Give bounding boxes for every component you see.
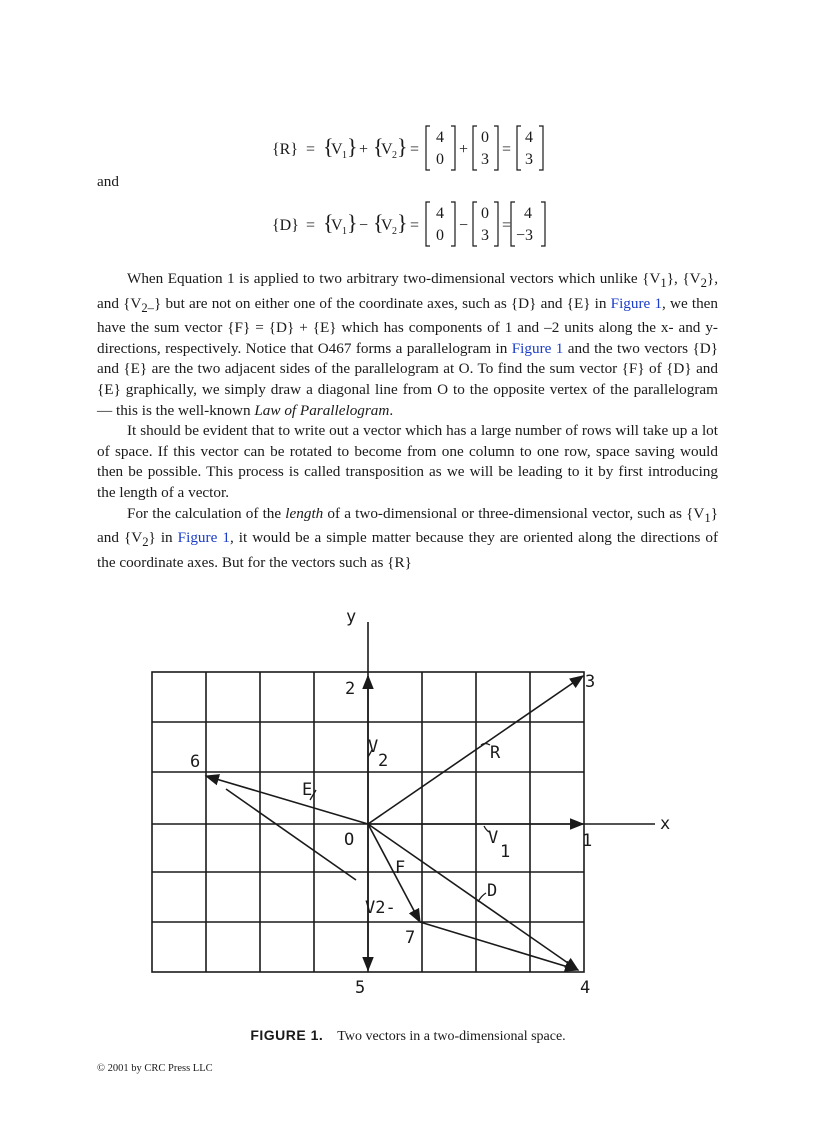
parallel-e-shift	[420, 922, 578, 970]
eq-r-m3-a: 4	[525, 129, 533, 146]
svg-text:=: =	[502, 141, 512, 158]
svg-text:}: }	[397, 210, 408, 235]
eq-r-plus1: +	[359, 141, 369, 158]
point-7: 7	[405, 928, 416, 948]
svg-text:}: }	[397, 134, 408, 159]
svg-text:}: }	[347, 134, 358, 159]
point-5: 5	[355, 978, 366, 998]
eq-d-minus1: −	[359, 217, 369, 234]
svg-text:{: {	[373, 210, 384, 235]
label-v2-minus: V2-	[365, 898, 396, 918]
caption-text: Two vectors in a two-dimensional space.	[337, 1029, 566, 1044]
svg-text:{: {	[373, 134, 384, 159]
figure-1-link-c[interactable]: Figure 1	[177, 529, 230, 547]
svg-text:1: 1	[342, 226, 347, 237]
point-1: 1	[582, 831, 593, 851]
eq-r-m1-a: 4	[436, 129, 444, 146]
point-2: 2	[345, 679, 356, 699]
point-3: 3	[585, 672, 596, 692]
equation-r	[0, 118, 816, 178]
svg-text:4: 4	[524, 205, 532, 222]
eq-r-m2-a: 0	[481, 129, 489, 146]
label-v1-sub: 1	[500, 842, 511, 862]
svg-text:−3: −3	[516, 227, 534, 244]
svg-text:0: 0	[436, 227, 444, 244]
eq-r-v1-sub: 1	[342, 150, 347, 161]
eq-r-v2-sub: 2	[392, 150, 397, 161]
eq-r-lhs: {R}	[272, 141, 299, 158]
figure-1-link-a[interactable]: Figure 1	[610, 294, 663, 312]
svg-text:V: V	[381, 141, 393, 158]
svg-text:V: V	[381, 217, 393, 234]
origin-label: O	[344, 830, 355, 850]
label-v2-sub: 2	[378, 751, 389, 771]
eq-r-m2-b: 3	[481, 151, 489, 168]
figure-1-link-b[interactable]: Figure 1	[511, 339, 564, 357]
svg-text:+: +	[459, 141, 469, 158]
svg-text:{: {	[323, 210, 334, 235]
paragraph-3: For the calculation of the length of a two-dimensional or three-dimensional vector, such as $\{V_1\}$ and $\{V_2\}$ in Figure 1, it would be a simple matter because they are oriented along the directions of the coordinate axes. But for the vectors such as {R}	[97, 504, 719, 571]
vector-e	[206, 776, 368, 824]
eq-r-brace1: {	[323, 134, 334, 159]
svg-text:4: 4	[436, 205, 444, 222]
paragraph-1: When Equation 1 is applied to two arbitrary two-dimensional vectors which unlike $\{V_1\}$, $\{V_2\}$, and $\{V_{2-}\}$ but are not on either one of the coordinate axes, such as {D} and {E} in Figure 1, we then have the sum vector {F} = {D} + {E} which has components of 1 and –2 units along the x- and y-directions, respectively. Notice that O467 forms a parallelogram in Figure 1 and the two vectors {D} and {E} are the two adjacent sides of the parallelogram at O. To find the sum vector {F} of {D} and {E} graphically, we simply draw a diagonal line from O to the opposite vertex of the parallelogram — this is the well-known Law of Parallelogram.	[97, 270, 719, 419]
point-4: 4	[580, 978, 591, 998]
copyright-footer: © 2001 by CRC Press LLC	[97, 1063, 213, 1074]
label-e: E	[302, 780, 313, 800]
label-r: R	[490, 743, 501, 763]
svg-text:2: 2	[392, 226, 397, 237]
eq-r-v1: V	[331, 141, 343, 158]
label-v1: V	[488, 828, 499, 848]
svg-text:}: }	[347, 210, 358, 235]
label-d: D	[487, 881, 498, 901]
label-f: F	[395, 858, 406, 878]
body-text	[97, 269, 718, 573]
eq-r-m1-b: 0	[436, 151, 444, 168]
eq-d-lhs: {D}	[272, 217, 299, 234]
label-v2: V	[368, 737, 379, 757]
vectors	[206, 676, 583, 970]
figure-1	[0, 600, 816, 1010]
svg-text:3: 3	[481, 227, 489, 244]
y-axis-label: y	[346, 607, 357, 627]
vector-d	[368, 824, 578, 970]
x-axis-label: x	[660, 814, 671, 834]
equation-d	[0, 194, 816, 254]
point-6: 6	[190, 752, 201, 772]
paragraph-2: It should be evident that to write out a vector which has a large number of rows will take up a lot of space. If this vector can be rotated to become from one column to one row, space saving would then be possible. This process is called transposition as we will be leading to it by first introducing the length of a vector.	[97, 422, 718, 501]
svg-text:V: V	[331, 217, 343, 234]
axes	[152, 622, 655, 972]
svg-text:=: =	[306, 217, 316, 234]
svg-text:0: 0	[481, 205, 489, 222]
and-text: and	[97, 173, 119, 190]
figure-caption	[0, 1027, 816, 1045]
caption-label: FIGURE 1.	[250, 1027, 324, 1043]
parallel-line	[226, 789, 356, 880]
svg-text:−: −	[459, 217, 469, 234]
eq-r-m3-b: 3	[525, 151, 533, 168]
svg-text:=: =	[410, 141, 420, 158]
svg-text:=: =	[502, 217, 512, 234]
svg-text:=: =	[410, 217, 420, 234]
eq-r-eq1: =	[306, 141, 316, 158]
